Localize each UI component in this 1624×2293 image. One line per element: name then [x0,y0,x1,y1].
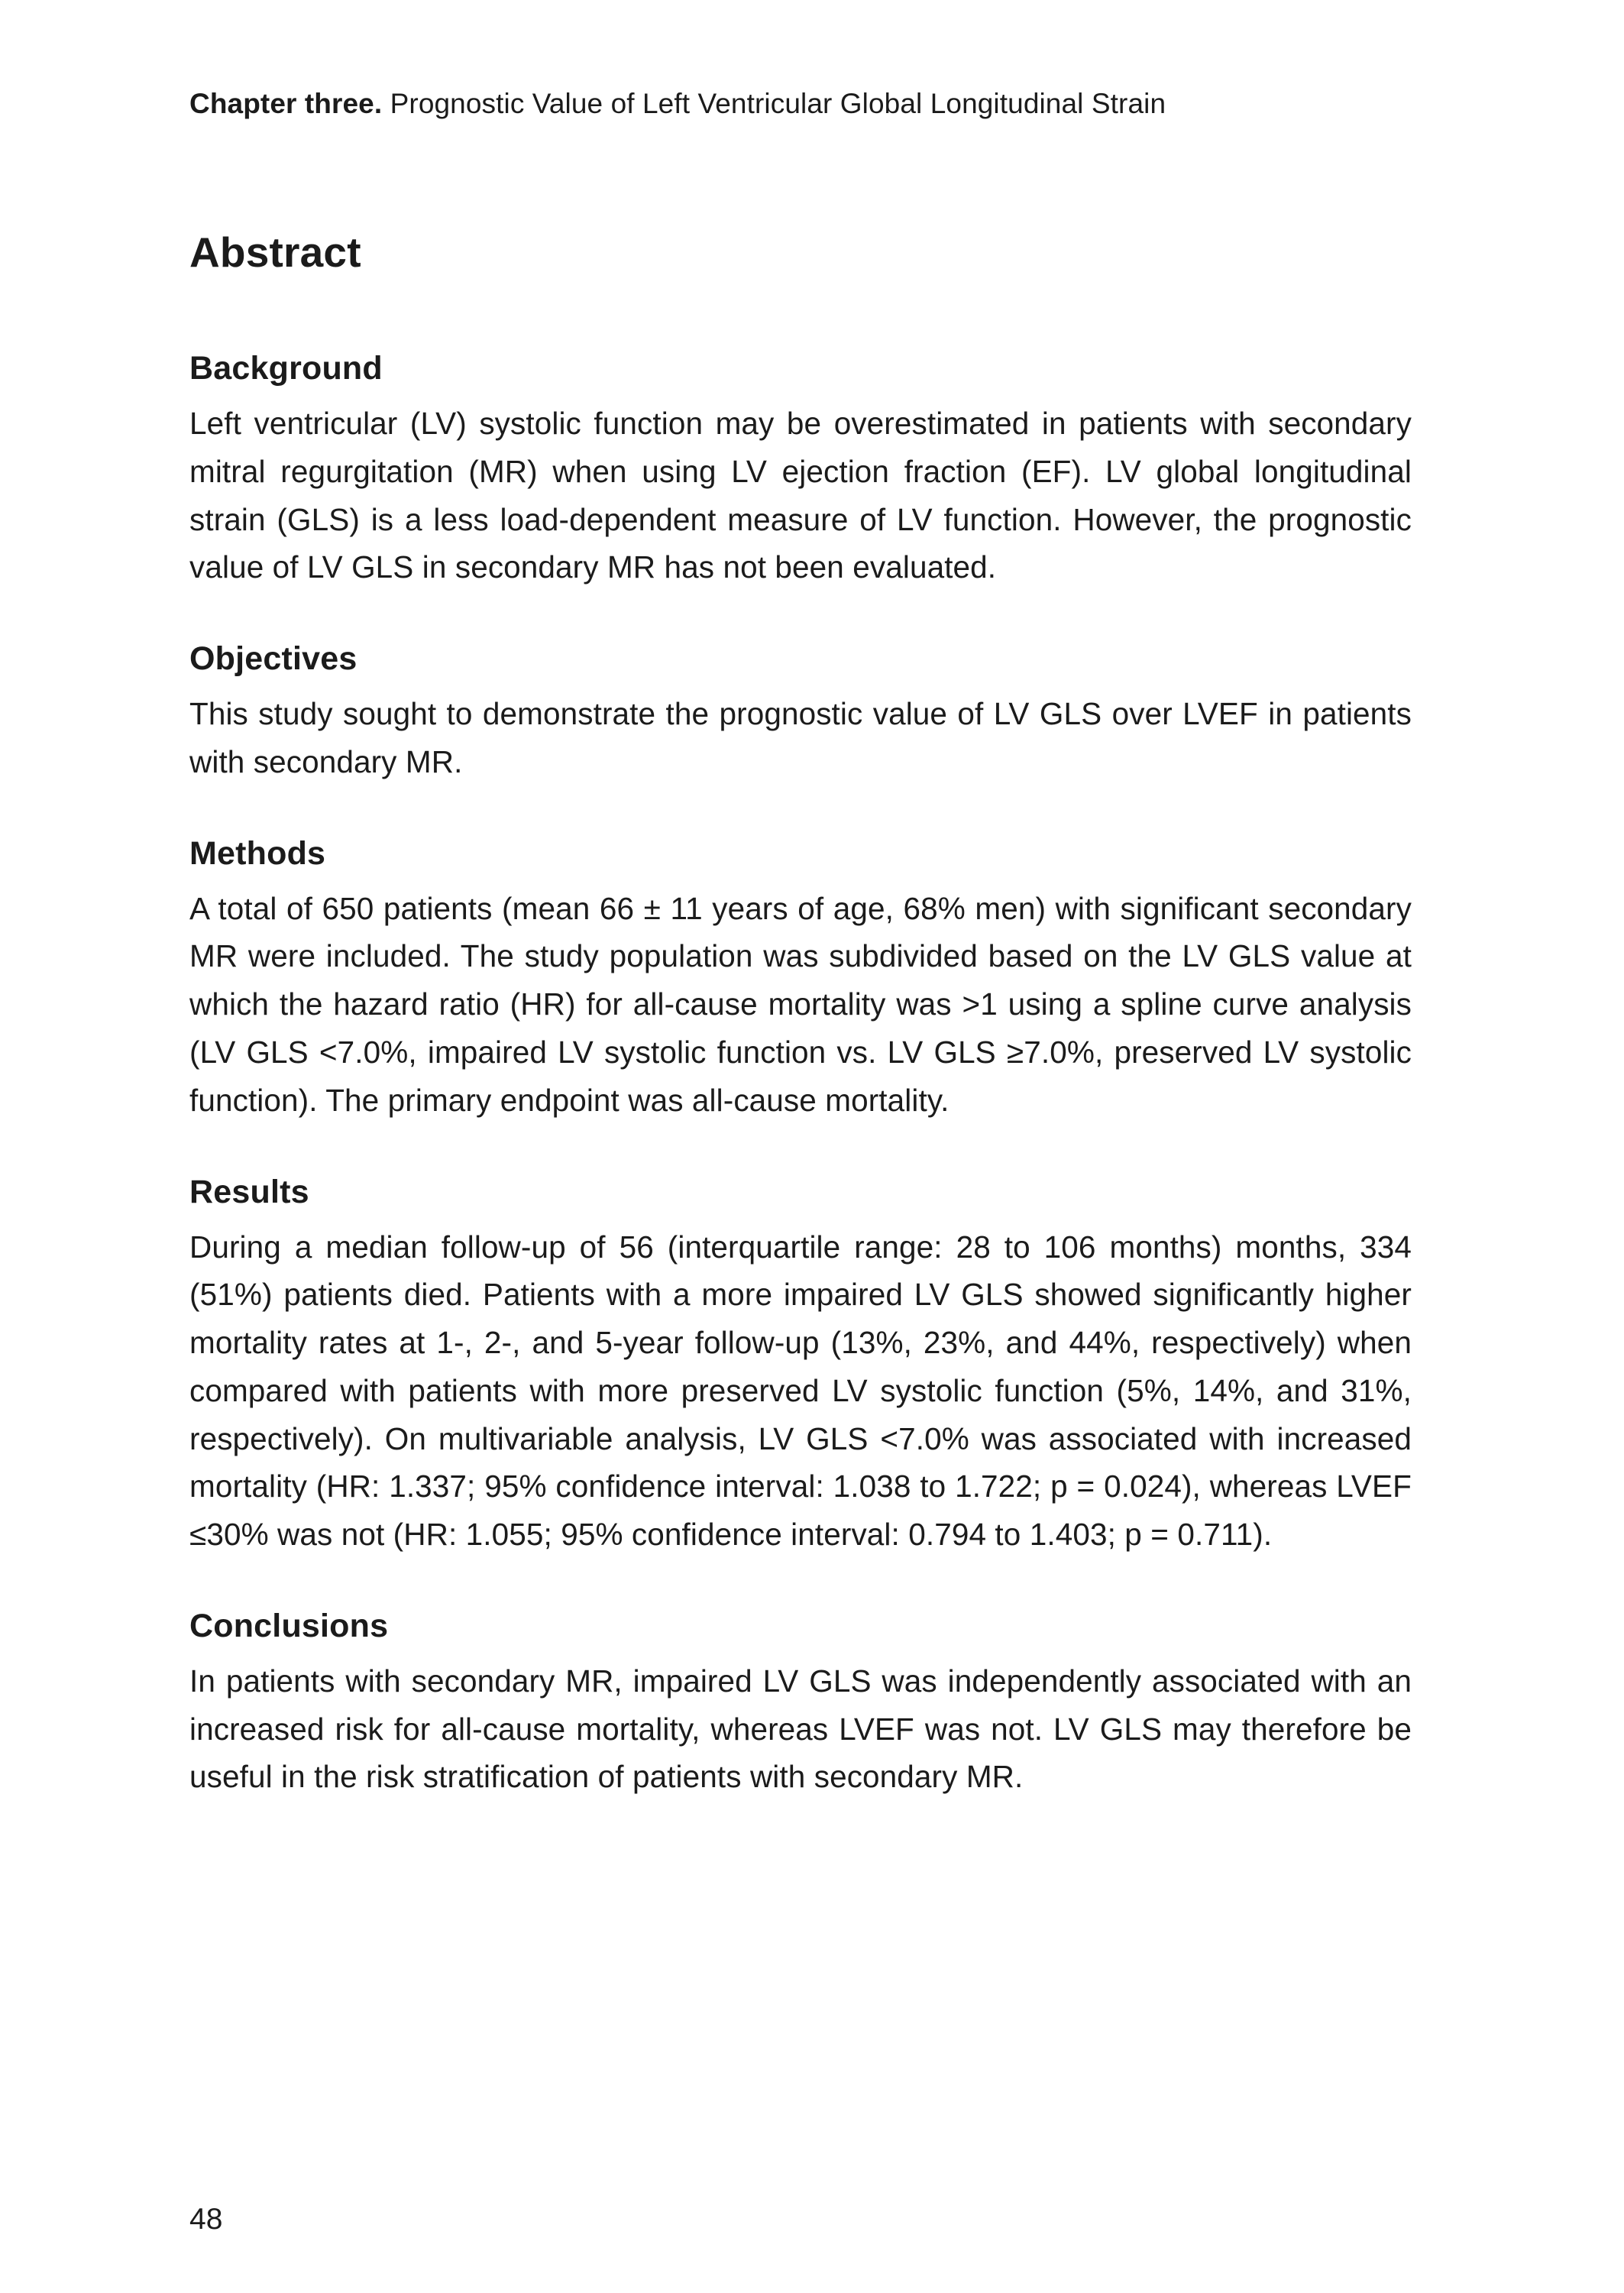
section-heading: Results [189,1173,309,1210]
chapter-title: Prognostic Value of Left Ventricular Global Longitudinal Strain [382,88,1166,119]
section-heading: Objectives [189,640,357,678]
section-body: A total of 650 patients (mean 66 ± 11 years of age, 68% men) with significant secondary MR were included. The study population was subdivided based on the LV GLS value at which the hazard ratio (HR) for all-cause mortality was >1 using a spline curve analysis (LV GLS <7.0%, impaired LV systolic function vs. LV GLS ≥7.0%, preserved LV systolic function). The primary endpoint was all-cause mortality. [189,890,1412,1118]
section-body: This study sought to demonstrate the prognostic value of LV GLS over LVEF in patients with secondary MR. [189,696,1412,779]
section-body: Left ventricular (LV) systolic function may be overestimated in patients with secondary mitral regurgitation (MR) when using LV ejection fraction (EF). LV global longitudinal strain (GLS) is a less load-dependent measure of LV function. However, the prognostic value of LV GLS in secondary MR has not been evaluated. [189,406,1412,585]
section-heading: Methods [189,834,326,872]
section-body: During a median follow-up of 56 (interquartile range: 28 to 106 months) months, 334 (51%) patients died. Patients with a more impaired LV GLS showed significantly higher mortality rates at 1-, 2-, and 5-year follow-up (13%, 23%, and 44%, respectively) when compared with patients with more preserved LV systolic function (5%, 14%, and 31%, respectively). On multivariable analysis, LV GLS <7.0% was associated with increased mortality (HR: 1.337; 95% confidence interval: 1.038 to 1.722; p = 0.024), whereas LVEF ≤30% was not (HR: 1.055; 95% confidence interval: 0.794 to 1.403; p = 0.711). [189,1229,1412,1553]
section-results [189,1174,1412,1559]
running-header [189,86,1412,122]
section-heading: Conclusions [189,1607,389,1644]
section-heading: Background [189,350,383,387]
page-title: Abstract [189,228,361,277]
section-methods [189,835,1412,1125]
page-content [189,86,1412,1850]
section-background [189,350,1412,591]
chapter-label: Chapter three. [189,88,383,119]
section-body: In patients with secondary MR, impaired LV GLS was independently associated with an increased risk for all-cause mortality, whereas LVEF was not. LV GLS may therefore be useful in the risk stratification of patients with secondary MR. [189,1663,1412,1795]
section-objectives [189,640,1412,786]
section-conclusions [189,1608,1412,1801]
page-number: 48 [189,2203,223,2236]
